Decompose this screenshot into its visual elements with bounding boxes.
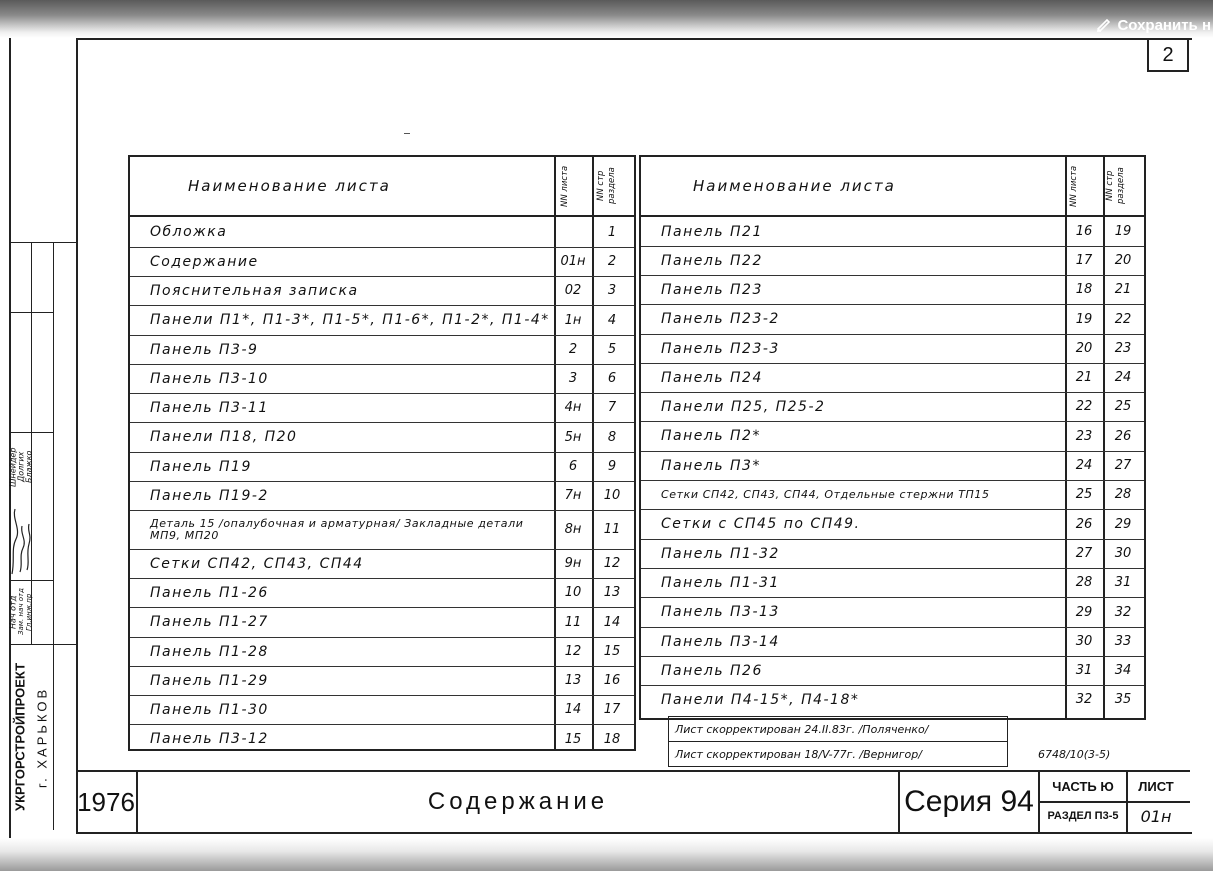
role: Зам. нач отд (17, 588, 25, 636)
page-number-cell: 35 (1114, 692, 1132, 707)
sheet-number: 25 (1075, 487, 1093, 502)
page-number-cell: 27 (1114, 458, 1132, 473)
table-row (641, 217, 1144, 247)
approval-stamp (9, 242, 76, 830)
page-number-cell: 7 (607, 400, 617, 415)
bottom-shadow (0, 838, 1213, 871)
table-row (130, 637, 634, 667)
page-number-cell: 4 (607, 312, 617, 328)
correction-note: Лист скорректирован 18/V-77г. /Вернигор/ (668, 742, 1008, 767)
sheet-number: 9н (564, 556, 582, 571)
table-row (130, 724, 634, 754)
sheet-value: 01н (1140, 806, 1172, 826)
sheet-name: Сетки СП42, СП43, СП44, Отдельные стержни ТП15 (661, 487, 990, 501)
table-row (641, 275, 1144, 305)
sheet-name: Панели П4-15*, П4-18* (661, 691, 860, 708)
sheet-number (554, 217, 592, 247)
page-number-cell: 2 (607, 254, 617, 269)
page-number-cell: 25 (1114, 399, 1132, 414)
sheet-name: Сетки с СП45 по СП49. (661, 516, 861, 532)
sheet-number: 1н (564, 312, 582, 328)
table-row (130, 422, 634, 453)
sheet-name: Панели П18, П20 (150, 429, 298, 445)
header-name: Наименование листа (693, 177, 896, 195)
sheet-name: Обложка (150, 224, 228, 240)
page-number-cell: 18 (603, 731, 621, 747)
sheet-name: Панель П22 (661, 252, 763, 269)
series: Серия 94 (904, 785, 1034, 818)
sheet-number: 24 (1075, 458, 1093, 473)
sheet-name: Панели П1*, П1-3*, П1-5*, П1-6*, П1-2*, П1-4* (150, 312, 550, 328)
sheet-number: 29 (1075, 604, 1093, 620)
table-row (641, 334, 1144, 364)
table-row (130, 578, 634, 608)
sheet-number: 30 (1075, 634, 1093, 649)
sheet-name: Панель П23-3 (661, 340, 780, 357)
table-row (130, 364, 634, 394)
table-header (641, 157, 1144, 217)
table-row (130, 549, 634, 579)
header-page-no: NN стр раздела (1105, 167, 1126, 205)
sheet-name: Панель П26 (661, 662, 763, 679)
sheet-number: 3 (568, 371, 578, 386)
sheet-number: 12 (564, 644, 582, 659)
sheet-number: 11 (564, 614, 582, 630)
table-row (641, 656, 1144, 686)
page-number-cell: 26 (1114, 428, 1132, 444)
page-number-cell: 24 (1114, 370, 1132, 385)
contents-table-left (128, 155, 636, 751)
page-number-cell: 19 (1114, 224, 1132, 239)
signature-marks (9, 504, 33, 580)
page-number-cell: 9 (607, 459, 617, 474)
sheet-number: 8н (564, 522, 582, 537)
sheet-number: 14 (564, 702, 582, 717)
sheet-name: Сетки СП42, СП43, СП44 (150, 555, 364, 572)
sheet-name: Панель П1-31 (661, 574, 780, 591)
page-number-cell: 17 (603, 702, 621, 717)
organization: УКРГОРСТРОЙПРОЕКТ (12, 662, 28, 812)
correction-note: Лист скорректирован 24.II.83г. /Поляченко/ (668, 716, 1008, 742)
sheet-name: Панель П19-2 (150, 487, 269, 504)
signatory-name: Блажко (24, 450, 34, 484)
table-row (641, 597, 1144, 628)
page-number-cell: 14 (603, 614, 621, 630)
page-number-cell: 10 (603, 488, 621, 503)
sheet-number: 20 (1075, 341, 1093, 356)
sheet-name: Панель П2* (661, 428, 761, 444)
sheet-number: 22 (1075, 399, 1093, 414)
sheet-name: Панель П3-12 (150, 731, 269, 747)
sheet-number: 15 (564, 731, 582, 747)
reference-code: 6748/10(3-5) (1038, 748, 1111, 761)
page-number-cell: 5 (607, 342, 617, 357)
table-row (641, 539, 1144, 569)
title-block (76, 770, 1190, 832)
sheet-name: Панель П1-32 (661, 545, 780, 562)
page-number-cell: 8 (607, 429, 617, 445)
sheet-number: 23 (1075, 428, 1093, 444)
table-row (641, 451, 1144, 481)
header-sheet-no: NN листа (1069, 165, 1079, 207)
table-header (130, 157, 634, 217)
page-number-cell: 29 (1114, 516, 1132, 532)
year: 1976 (77, 786, 135, 817)
save-label: Сохранить н (1117, 16, 1211, 34)
sheet-name: Панель П23 (661, 281, 763, 298)
table-row (641, 509, 1144, 540)
table-row (641, 685, 1144, 714)
sheet-number: 13 (564, 673, 582, 688)
table-row (130, 335, 634, 365)
sheet-name: Панель П3-10 (150, 370, 269, 387)
page-number-cell: 13 (603, 585, 621, 600)
pencil-mark (404, 133, 410, 134)
table-row (641, 392, 1144, 422)
table-row (130, 481, 634, 511)
sheet-number: 21 (1075, 370, 1093, 385)
sheet-number: 01н (560, 254, 586, 269)
role: Гл.инж.пр (25, 593, 33, 631)
sheet-name: Панель П21 (661, 223, 763, 240)
page-number-cell: 1 (607, 224, 617, 240)
page-number-cell: 28 (1114, 487, 1132, 502)
table-row (130, 666, 634, 696)
sheet-number: 02 (564, 283, 582, 298)
table-row (641, 627, 1144, 657)
table-row (130, 217, 634, 248)
sheet-number: 26 (1075, 516, 1093, 532)
page-number-cell: 31 (1114, 575, 1132, 590)
page-number-cell: 34 (1114, 663, 1132, 678)
table-row (641, 304, 1144, 335)
page-number-cell: 23 (1114, 341, 1132, 356)
browser-top-bar (0, 0, 1213, 38)
table-row (130, 510, 634, 550)
sheet-number: 7н (564, 488, 582, 503)
table-row (641, 246, 1144, 276)
page-number-cell: 21 (1114, 282, 1132, 297)
sheet-name: Панель П24 (661, 369, 763, 386)
page-number-cell: 30 (1114, 546, 1132, 561)
table-row (130, 393, 634, 423)
page-number-cell: 33 (1114, 634, 1132, 649)
sheet-name: Панель П3-14 (661, 633, 780, 650)
sheet-name: Панель П3* (661, 457, 761, 474)
page-number-cell: 3 (607, 283, 617, 298)
sheet-number: 32 (1075, 692, 1093, 707)
header-page-no: NN стр раздела (596, 167, 617, 205)
table-row (641, 421, 1144, 452)
sheet-name: Пояснительная записка (150, 282, 359, 299)
sheet-label: ЛИСТ (1138, 778, 1174, 794)
header-sheet-no: NN листа (560, 165, 570, 207)
sheet-name: Панель П19 (150, 458, 252, 475)
page-number-cell: 11 (603, 522, 621, 537)
sheet-number: 31 (1075, 663, 1093, 678)
table-row (130, 452, 634, 482)
sheet-number: 16 (1075, 224, 1093, 239)
page-number-cell: 6 (607, 371, 617, 386)
sheet-number: 28 (1075, 575, 1093, 590)
table-row (130, 276, 634, 306)
sheet-number: 18 (1075, 282, 1093, 297)
table-row (130, 247, 634, 277)
city: г. ХАРЬКОВ (34, 686, 50, 788)
sheet-name: Панель П1-29 (150, 672, 269, 689)
section: РАЗДЕЛ П3-5 (1047, 810, 1119, 822)
sheet-name: Панель П3-9 (150, 341, 259, 358)
sheet-name: Панель П1-26 (150, 584, 269, 601)
save-button[interactable] (1095, 14, 1213, 36)
save-icon (1095, 17, 1111, 33)
role: Нач отд (8, 595, 18, 629)
sheet-number: 6 (568, 459, 578, 474)
part: ЧАСТЬ Ю (1052, 778, 1114, 794)
sheet-number: 27 (1075, 546, 1093, 561)
page-number: 2 (1147, 38, 1189, 72)
table-row (130, 607, 634, 638)
page-number-cell: 16 (603, 673, 621, 688)
page-number-cell: 20 (1114, 253, 1132, 268)
sheet-number: 10 (564, 585, 582, 600)
table-row (130, 695, 634, 725)
sheet-name: Панель П1-28 (150, 643, 269, 660)
sheet-name: Деталь 15 /опалубочная и арматурная/ Закладные детали МП9, МП20 (150, 516, 524, 542)
signatory-name: Шнейдер (8, 447, 18, 487)
table-row (641, 363, 1144, 393)
sheet-number: 19 (1075, 311, 1093, 327)
sheet-name: Панель П3-11 (150, 399, 269, 416)
sheet-number: 2 (568, 342, 578, 357)
page-number-cell: 12 (603, 556, 621, 571)
page-number-cell: 15 (603, 644, 621, 659)
sheet-name: Панели П25, П25-2 (661, 398, 826, 415)
sheet-name: Содержание (150, 253, 259, 270)
sheet-name: Панель П1-27 (150, 614, 269, 630)
sheet-number: 5н (564, 429, 582, 445)
table-row (130, 305, 634, 336)
sheet-number: 4н (564, 400, 582, 415)
sheet-number: 17 (1075, 253, 1093, 268)
correction-notes (668, 716, 1008, 767)
header-name: Наименование листа (188, 177, 391, 195)
sheet-name: Панель П1-30 (150, 701, 269, 718)
document-title: Содержание (427, 788, 609, 815)
signatory-name: Долгих (16, 451, 26, 483)
page-number-cell: 32 (1114, 604, 1132, 620)
page-number-cell: 22 (1114, 311, 1132, 327)
sheet-name: Панель П23-2 (661, 311, 780, 327)
sheet-name: Панель П3-13 (661, 604, 780, 620)
table-row (641, 568, 1144, 598)
contents-table-right (639, 155, 1146, 720)
table-row (641, 480, 1144, 510)
